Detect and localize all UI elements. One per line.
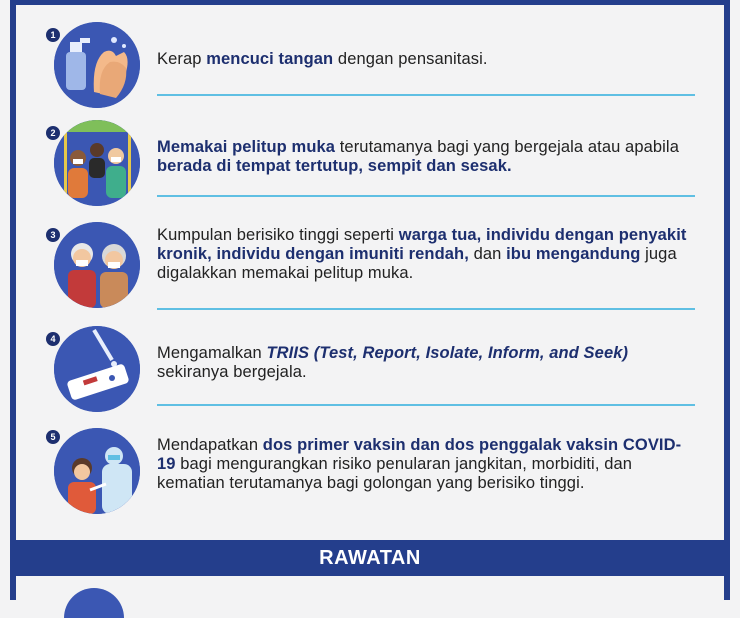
face-mask-crowd-icon [54,120,140,206]
list-item [40,326,700,408]
text-segment: TRIIS (Test, Report, Isolate, Inform, and Seek) [266,344,629,362]
item-text [157,138,697,176]
divider [157,195,695,197]
divider [157,308,695,310]
text-segment: dengan pensanitasi. [333,50,488,68]
list-item [40,220,700,312]
text-segment: sekiranya bergejala. [157,363,307,381]
text-segment: terutamanya bagi yang bergejala atau apabila [335,138,679,156]
number-badge: 3 [46,228,60,242]
text-segment: warga tua, individu dengan penyakit kronik, individu dengan imuniti rendah, [157,226,687,263]
text-segment: ibu mengandung [506,245,641,263]
text-segment: mencuci tangan [206,50,334,68]
number-badge: 2 [46,126,60,140]
text-segment: dan [468,245,507,263]
elderly-couple-icon [54,222,140,308]
item-text [157,50,697,69]
test-kit-icon [54,326,140,412]
hand-sanitizer-icon [54,22,140,108]
number-badge: 1 [46,28,60,42]
text-segment: Memakai pelitup muka [157,138,336,156]
text-segment: Kerap [157,50,207,68]
text-segment: bagi mengurangkan risiko penularan jangkitan, morbiditi, dan kematian terutamanya bagi golongan yang berisiko tinggi. [157,455,633,492]
text-segment: Mengamalkan [157,344,267,362]
vaccination-icon [54,428,140,514]
list-item [40,22,700,102]
text-segment: dos primer vaksin dan dos penggalak vaksin COVID-19 [157,436,682,473]
list-item [40,120,700,210]
divider [157,94,695,96]
frame-right [724,0,730,600]
list-item [40,428,700,518]
item-text [157,436,697,493]
text-segment: Mendapatkan [157,436,263,454]
text-segment: juga digalakkan memakai pelitup muka. [157,245,677,282]
divider [157,404,695,406]
section-banner: RAWATAN [16,540,724,576]
item-text [157,344,697,382]
text-segment: berada di tempat tertutup, sempit dan sesak. [157,157,512,175]
item-text [157,226,697,283]
partial-illustration [64,588,124,618]
text-segment: Kumpulan berisiko tinggi seperti [157,226,399,244]
frame-top [10,0,730,5]
number-badge: 5 [46,430,60,444]
number-badge: 4 [46,332,60,346]
frame-left [10,0,16,600]
